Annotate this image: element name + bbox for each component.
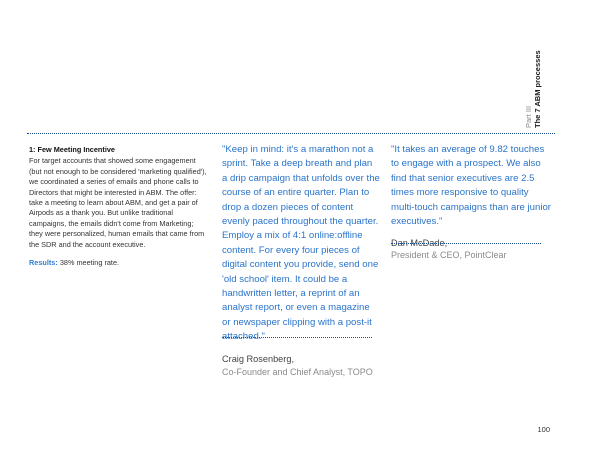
quote-author-role: President & CEO, PointClear	[391, 250, 507, 261]
quote-divider	[391, 243, 541, 244]
page-number: 100	[537, 425, 550, 434]
results-label: Results:	[29, 258, 58, 268]
quote-divider	[222, 337, 372, 338]
quote-rosenberg	[222, 143, 380, 378]
quote-text: "Keep in mind: it's a marathon not a sprint. Take a deep breath and plan a drip campaign that unfolds over the course of an entire quarter. Plan to drop a dozen pieces of content evenly paced throughout the quarter. Employ a mix of 4:1 online:offline content. For every four pieces of digital content you provide, send one 'old school' item. It could be a handwritten letter, a reprint of an analyst report, or even a magazine or newspaper clipping with a post-it attached."	[222, 144, 380, 343]
section-title: The 7 ABM processes	[533, 50, 542, 128]
top-divider	[27, 133, 555, 134]
case-study-heading: 1: Few Meeting Incentive	[29, 145, 115, 154]
section-label	[524, 48, 554, 128]
quote-text: "It takes an average of 9.82 touches to engage with a prospect. We also find that senior executives are 2.5 times more responsive to quality multi-touch campaigns than are junior executives."	[391, 144, 551, 228]
results-value: 38% meeting rate.	[57, 258, 120, 268]
case-study-column	[29, 145, 207, 268]
case-study-results	[29, 258, 207, 268]
quote-author: Dan McDade,	[391, 238, 448, 249]
case-study-body: For target accounts that showed some engagement (but not enough to be considered 'marketing qualified'), we coordinated a series of emails and phone calls to Directors that might be interested in ABM. The offer: take a meeting to learn about ABM, and get a pair of Airpods as a thank you. But unlike traditional campaigns, the emails didn't come from Marketing; they were personalized, human emails that came from the SDR and the account executive.	[29, 156, 207, 249]
quote-author-role: Co-Founder and Chief Analyst, TOPO	[222, 366, 373, 377]
part-label: Part III	[524, 105, 533, 128]
quote-author: Craig Rosenberg,	[222, 353, 295, 364]
